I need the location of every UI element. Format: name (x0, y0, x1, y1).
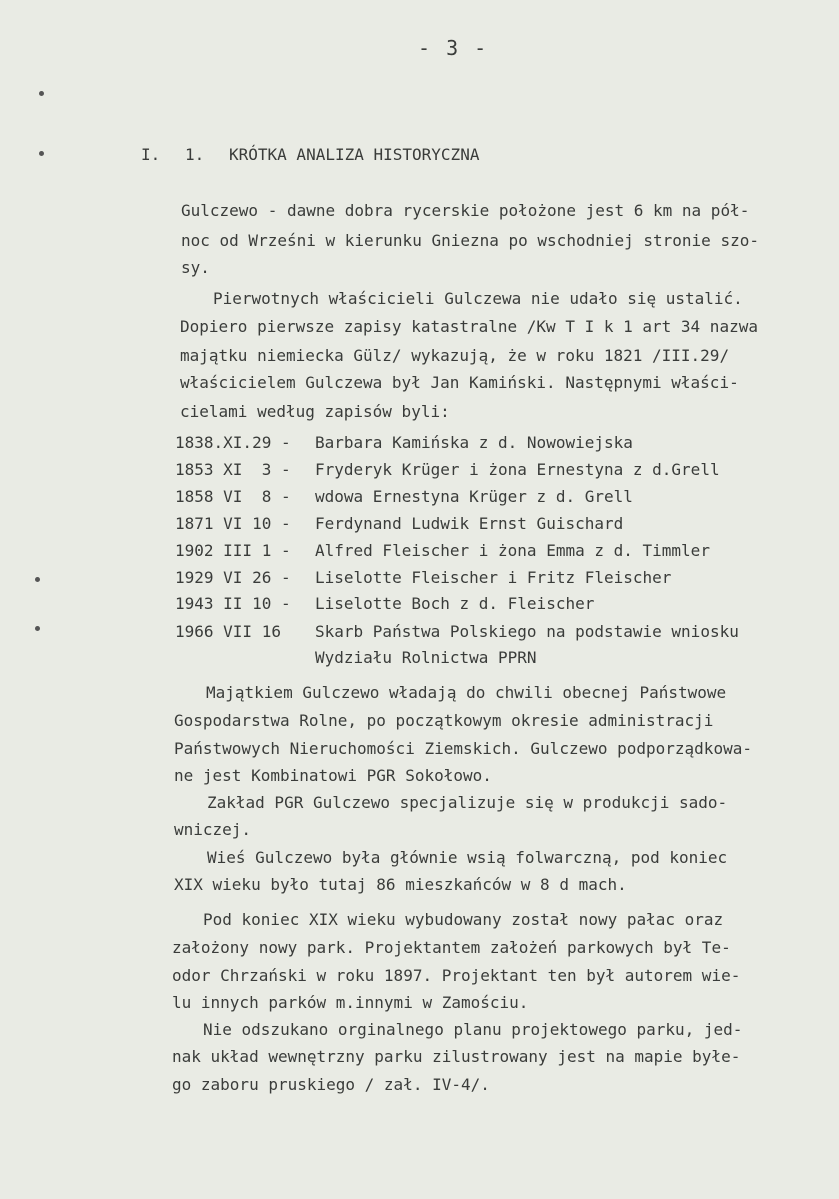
paragraph-line: noc od Wrześni w kierunku Gniezna po wschodniej stronie szo- (181, 231, 759, 250)
paragraph-line: ne jest Kombinatowi PGR Sokołowo. (174, 766, 492, 785)
paragraph-line: założony nowy park. Projektantem założeń parkowych był Te- (172, 938, 731, 957)
paragraph-line: lu innych parków m.innymi w Zamościu. (172, 993, 529, 1012)
paragraph-line: Nie odszukano orginalnego planu projektowego parku, jed- (203, 1020, 743, 1039)
paragraph-line: nak układ wewnętrzny parku zilustrowany jest na mapie byłe- (172, 1047, 741, 1066)
heading-roman: I. (141, 145, 161, 164)
section-heading (141, 145, 479, 164)
owner-date: 1871 VI 10 - (175, 514, 291, 533)
owner-name: Ferdynand Ludwik Ernst Guischard (315, 514, 624, 533)
paragraph-line: Gulczewo - dawne dobra rycerskie położone jest 6 km na pół- (181, 201, 750, 220)
paragraph-line: cielami według zapisów byli: (180, 402, 450, 421)
paragraph-line: majątku niemiecka Gülz/ wykazują, że w roku 1821 /III.29/ (180, 346, 730, 365)
punch-hole-mark (39, 151, 44, 156)
paragraph-line: Dopiero pierwsze zapisy katastralne /Kw T I k 1 art 34 nazwa (180, 317, 758, 336)
owner-name: wdowa Ernestyna Krüger z d. Grell (315, 487, 633, 506)
punch-hole-mark (39, 91, 44, 96)
owner-name: Liselotte Boch z d. Fleischer (315, 594, 595, 613)
owner-date: 1966 VII 16 (175, 622, 281, 641)
paragraph-line: sy. (181, 258, 210, 277)
owner-date: 1929 VI 26 - (175, 568, 291, 587)
owner-date: 1902 III 1 - (175, 541, 291, 560)
owner-date: 1838.XI.29 - (175, 433, 291, 452)
paragraph-line: go zaboru pruskiego / zał. IV-4/. (172, 1075, 490, 1094)
owner-name: Skarb Państwa Polskiego na podstawie wniosku (315, 622, 739, 641)
paragraph-line: Gospodarstwa Rolne, po początkowym okresie administracji (174, 711, 714, 730)
paragraph-line: właścicielem Gulczewa był Jan Kamiński. Następnymi właści- (180, 373, 739, 392)
owner-date: 1853 XI 3 - (175, 460, 291, 479)
heading-title: KRÓTKA ANALIZA HISTORYCZNA (229, 145, 480, 164)
paragraph-line: Pierwotnych właścicieli Gulczewa nie udało się ustalić. (213, 289, 743, 308)
owner-name: Barbara Kamińska z d. Nowowiejska (315, 433, 633, 452)
paragraph-line: Wieś Gulczewo była głównie wsią folwarczną, pod koniec (207, 848, 728, 867)
punch-hole-mark (35, 626, 40, 631)
paragraph-line: Państwowych Nieruchomości Ziemskich. Gulczewo podporządkowa- (174, 739, 752, 758)
owner-date: 1858 VI 8 - (175, 487, 291, 506)
owner-date: 1943 II 10 - (175, 594, 291, 613)
paragraph-line: Zakład PGR Gulczewo specjalizuje się w produkcji sado- (207, 793, 728, 812)
owner-name: Fryderyk Krüger i żona Ernestyna z d.Grell (315, 460, 720, 479)
owner-name: Liselotte Fleischer i Fritz Fleischer (315, 568, 672, 587)
punch-hole-mark (35, 577, 40, 582)
owner-name: Alfred Fleischer i żona Emma z d. Timmler (315, 541, 710, 560)
paragraph-line: wniczej. (174, 820, 252, 839)
heading-number: 1. (185, 145, 205, 164)
paragraph-line: Pod koniec XIX wieku wybudowany został nowy pałac oraz (203, 910, 724, 929)
paragraph-line: Majątkiem Gulczewo władają do chwili obecnej Państwowe (206, 683, 727, 702)
paragraph-line: XIX wieku było tutaj 86 mieszkańców w 8 d mach. (174, 875, 627, 894)
paragraph-line: odor Chrzański w roku 1897. Projektant ten był autorem wie- (172, 966, 741, 985)
owner-name: Wydziału Rolnictwa PPRN (315, 648, 537, 667)
page-number: - 3 - (418, 36, 489, 60)
